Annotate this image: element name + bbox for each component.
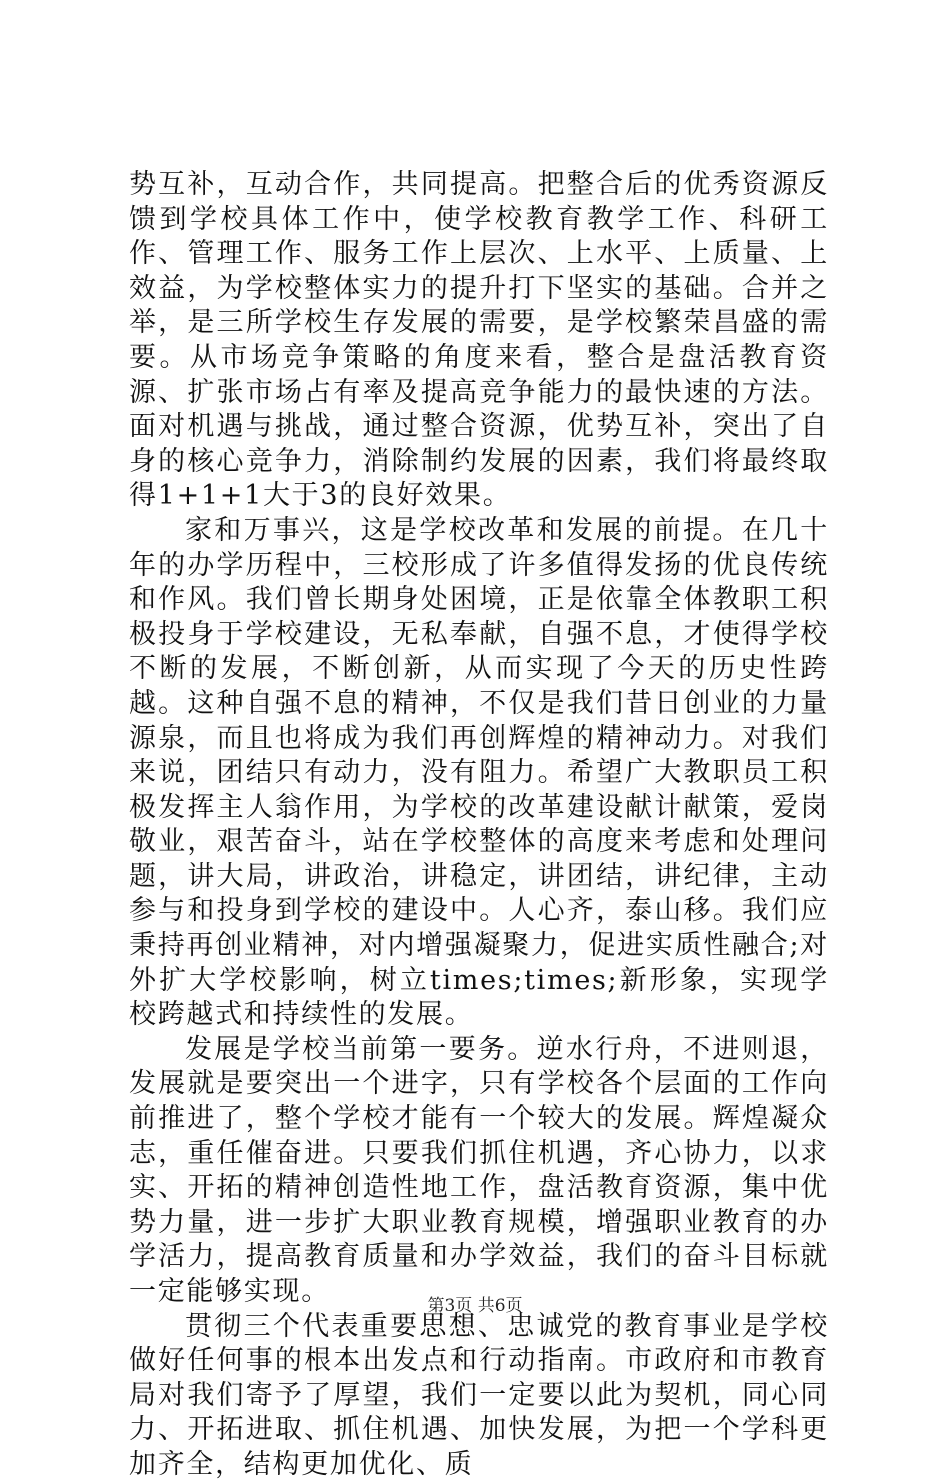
document-body — [129, 168, 829, 1483]
paragraph-4: 贯彻三个代表重要思想、忠诚党的教育事业是学校做好任何事的根本出发点和行动指南。市政府和市教育局对我们寄予了厚望，我们一定要以此为契机，同心同力、开拓进取、抓住机遇、加快发展，为把一个学科更加齐全，结构更加优化、质 — [129, 1310, 829, 1480]
paragraph-2: 家和万事兴，这是学校改革和发展的前提。在几十年的办学历程中，三校形成了许多值得发扬的优良传统和作风。我们曾长期身处困境，正是依靠全体教职工积极投身于学校建设，无私奉献，自强不息，才使得学校不断的发展，不断创新，从而实现了今天的历史性跨越。这种自强不息的精神，不仅是我们昔日创业的力量源泉，而且也将成为我们再创辉煌的精神动力。对我们来说，团结只有动力，没有阻力。希望广大教职员工积极发挥主人翁作用，为学校的改革建设献计献策，爱岗敬业，艰苦奋斗，站在学校整体的高度来考虑和处理问题，讲大局，讲政治，讲稳定，讲团结，讲纪律，主动参与和投身到学校的建设中。人心齐，泰山移。我们应秉持再创业精神，对内增强凝聚力，促进实质性融合;对外扩大学校影响，树立times;times;新形象，实现学校跨越式和持续性的发展。 — [129, 514, 829, 1031]
paragraph-3: 发展是学校当前第一要务。逆水行舟，不进则退，发展就是要突出一个进字，只有学校各个层面的工作向前推进了，整个学校才能有一个较大的发展。辉煌凝众志，重任催奋进。只要我们抓住机遇，齐心协力，以求实、开拓的精神创造性地工作，盘活教育资源，集中优势力量，进一步扩大职业教育规模，增强职业教育的办学活力，提高教育质量和办学效益，我们的奋斗目标就一定能够实现。 — [129, 1033, 829, 1307]
page-footer: 第3页 共6页 — [427, 1296, 523, 1316]
paragraph-1: 势互补，互动合作，共同提高。把整合后的优秀资源反馈到学校具体工作中，使学校教育教学工作、科研工作、管理工作、服务工作上层次、上水平、上质量、上效益，为学校整体实力的提升打下坚实的基础。合并之举，是三所学校生存发展的需要，是学校繁荣昌盛的需要。从市场竞争策略的角度来看，整合是盘活教育资源、扩张市场占有率及提高竞争能力的最快速的方法。面对机遇与挑战，通过整合资源，优势互补，突出了自身的核心竞争力，消除制约发展的因素，我们将最终取得1+1+1大于3的良好效果。 — [129, 169, 829, 512]
